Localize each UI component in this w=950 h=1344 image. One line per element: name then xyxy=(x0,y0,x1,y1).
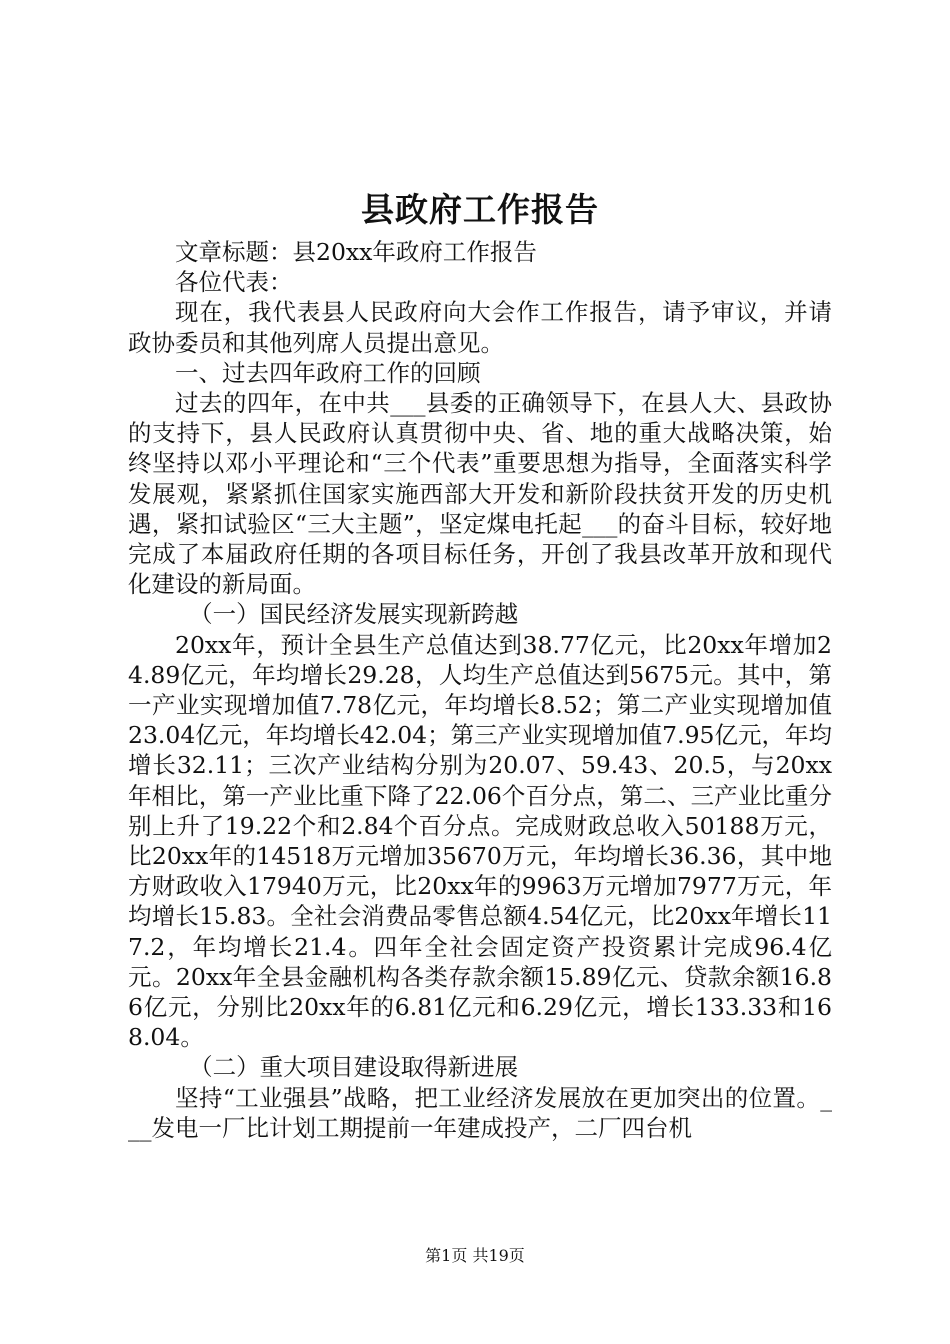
document-body xyxy=(128,237,832,1143)
subsection-heading: （一）国民经济发展实现新跨越 xyxy=(189,600,519,629)
section-heading: 一、过去四年政府工作的回顾 xyxy=(175,358,481,387)
page-footer: 第1页 共19页 xyxy=(425,1246,525,1265)
paragraph: 20xx年，预计全县生产总值达到38.77亿元，比20xx年增加24.89亿元，年均增长29.28，人均生产总值达到5675元。其中，第一产业实现增加值7.78亿元，年均增长8.52；第二产业实现增加值23.04亿元，年均增长42.04；第三产业实现增加值7.95亿元，年均增长32.11；三次产业结构分别为20.07、59.43、20.5，与20xx年相比，第一产业比重下降了22.06个百分点，第二、三产业比重分别上升了19.22个和2.84个百分点。完成财政总收入50188万元，比20xx年的14518万元增加35670万元，年均增长36.36，其中地方财政收入17940万元，比20xx年的9963万元增加7977万元，年均增长15.83。全社会消费品零售总额4.54亿元，比20xx年增长117.2，年均增长21.4。四年全社会固定资产投资累计完成96.4亿元。20xx年全县金融机构各类存款余额15.89亿元、贷款余额16.86亿元，分别比20xx年的6.81亿元和6.29亿元，增长133.33和168.04。 xyxy=(128,630,832,1052)
paragraph: 过去的四年，在中共___县委的正确领导下，在县人大、县政协的支持下，县人民政府认真贯彻中央、省、地的重大战略决策，始终坚持以邓小平理论和“三个代表”重要思想为指导，全面落实科学发展观，紧紧抓住国家实施西部大开发和新阶段扶贫开发的历史机遇，紧扣试验区“三大主题”，坚定煤电托起___的奋斗目标，较好地完成了本届政府任期的各项目标任务，开创了我县改革开放和现代化建设的新局面。 xyxy=(128,389,832,599)
document-title: 县政府工作报告 xyxy=(361,190,599,229)
salutation: 各位代表： xyxy=(175,268,293,297)
paragraph: 坚持“工业强县”战略，把工业经济发展放在更加突出的位置。___发电一厂比计划工期提前一年建成投产，二厂四台机 xyxy=(128,1083,832,1142)
paragraph: 现在，我代表县人民政府向大会作工作报告，请予审议，并请政协委员和其他列席人员提出意见。 xyxy=(128,298,832,357)
article-title-line: 文章标题：县20xx年政府工作报告 xyxy=(175,238,537,266)
subsection-heading: （二）重大项目建设取得新进展 xyxy=(189,1053,519,1082)
